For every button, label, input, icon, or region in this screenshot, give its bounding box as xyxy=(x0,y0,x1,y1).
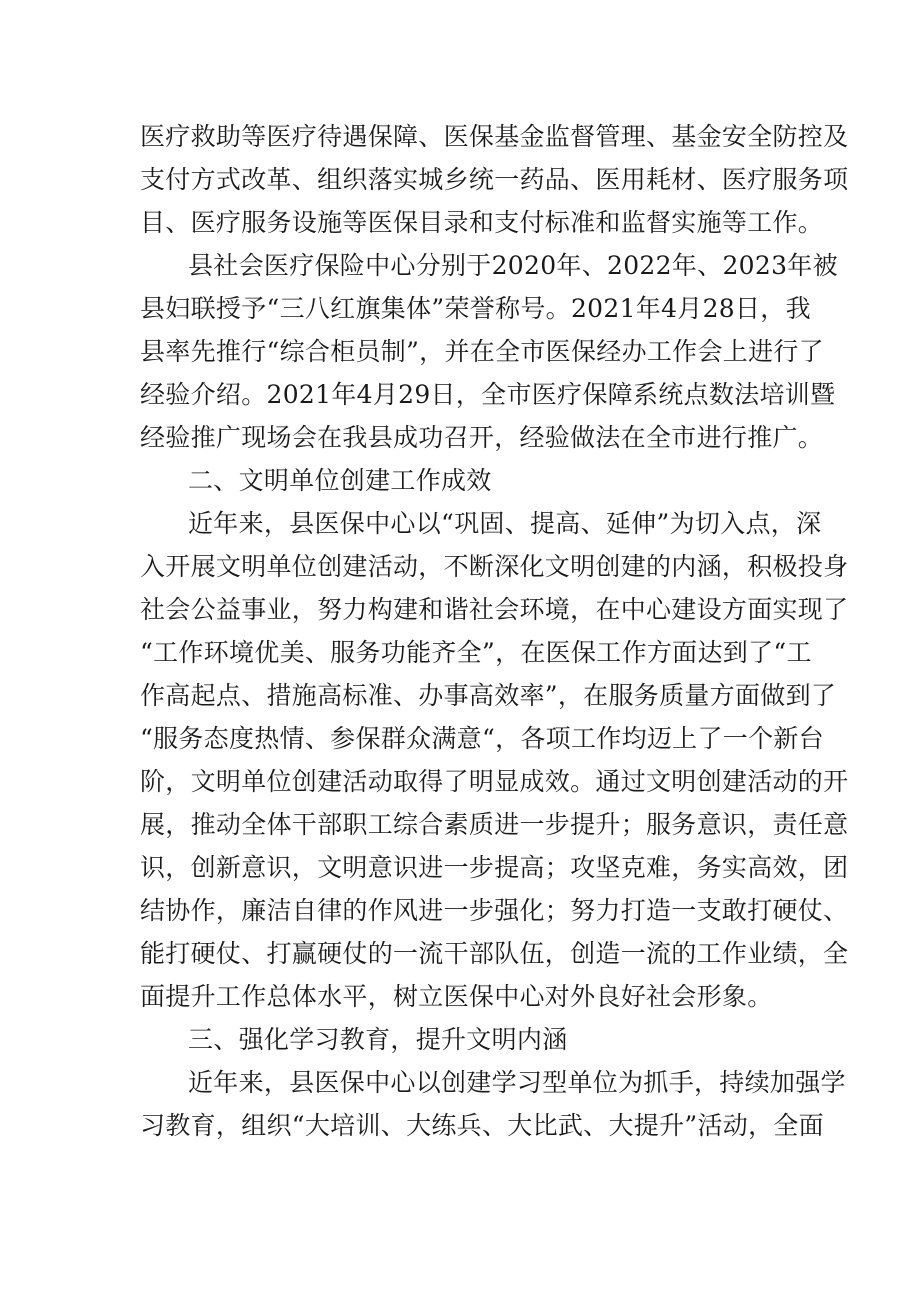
paragraph-line: 习教育，组织“大培训、大练兵、大比武、大提升”活动，全面 xyxy=(140,1111,824,1140)
paragraph-line: 能打硬仗、打赢硬仗的一流干部队伍，创造一流的工作业绩，全 xyxy=(140,939,849,968)
paragraph-line: 面提升工作总体水平，树立医保中心对外良好社会形象。 xyxy=(140,982,773,1011)
paragraph-line: 结协作，廉洁自律的作风进一步强化；努力打造一支敢打硬仗、 xyxy=(140,896,849,925)
paragraph-line: 展，推动全体干部职工综合素质进一步提升；服务意识，责任意 xyxy=(140,810,849,839)
paragraph-line: 社会公益事业，努力构建和谐社会环境，在中心建设方面实现了 xyxy=(140,595,849,624)
paragraph-line: 支付方式改革、组织落实城乡统一药品、医用耗材、医疗服务项 xyxy=(140,165,849,194)
paragraph-line: 经验推广现场会在我县成功召开，经验做法在全市进行推广。 xyxy=(140,423,824,452)
section-heading: 二、文明单位创建工作成效 xyxy=(188,466,492,495)
paragraph-line: “工作环境优美、服务功能齐全”，在医保工作方面达到了“工 xyxy=(140,638,812,667)
paragraph-line: 入开展文明单位创建活动，不断深化文明创建的内涵，积极投身 xyxy=(140,552,849,581)
paragraph-line: 阶，文明单位创建活动取得了明显成效。通过文明创建活动的开 xyxy=(140,767,849,796)
paragraph-line: 县妇联授予“三八红旗集体”荣誉称号。2021年4月28日，我 xyxy=(140,294,811,323)
paragraph-line: 作高起点、措施高标准、办事高效率”，在服务质量方面做到了 xyxy=(140,681,837,710)
paragraph-line: 县率先推行“综合柜员制”，并在全市医保经办工作会上进行了 xyxy=(140,337,824,366)
section-heading: 三、强化学习教育，提升文明内涵 xyxy=(188,1025,568,1054)
paragraph-line: 近年来，县医保中心以“巩固、提高、延伸”为切入点，深 xyxy=(188,509,822,538)
paragraph-line: 县社会医疗保险中心分别于2020年、2022年、2023年被 xyxy=(188,251,838,280)
paragraph-line: 经验介绍。2021年4月29日，全市医疗保障系统点数法培训暨 xyxy=(140,380,836,409)
paragraph-line: “服务态度热情、参保群众满意“，各项工作均迈上了一个新台 xyxy=(140,724,824,753)
paragraph-line: 目、医疗服务设施等医保目录和支付标准和监督实施等工作。 xyxy=(140,208,824,237)
paragraph-line: 识，创新意识，文明意识进一步提高；攻坚克难，务实高效，团 xyxy=(140,853,849,882)
paragraph-line: 医疗救助等医疗待遇保障、医保基金监督管理、基金安全防控及 xyxy=(140,122,849,151)
paragraph-line: 近年来，县医保中心以创建学习型单位为抓手，持续加强学 xyxy=(188,1068,846,1097)
